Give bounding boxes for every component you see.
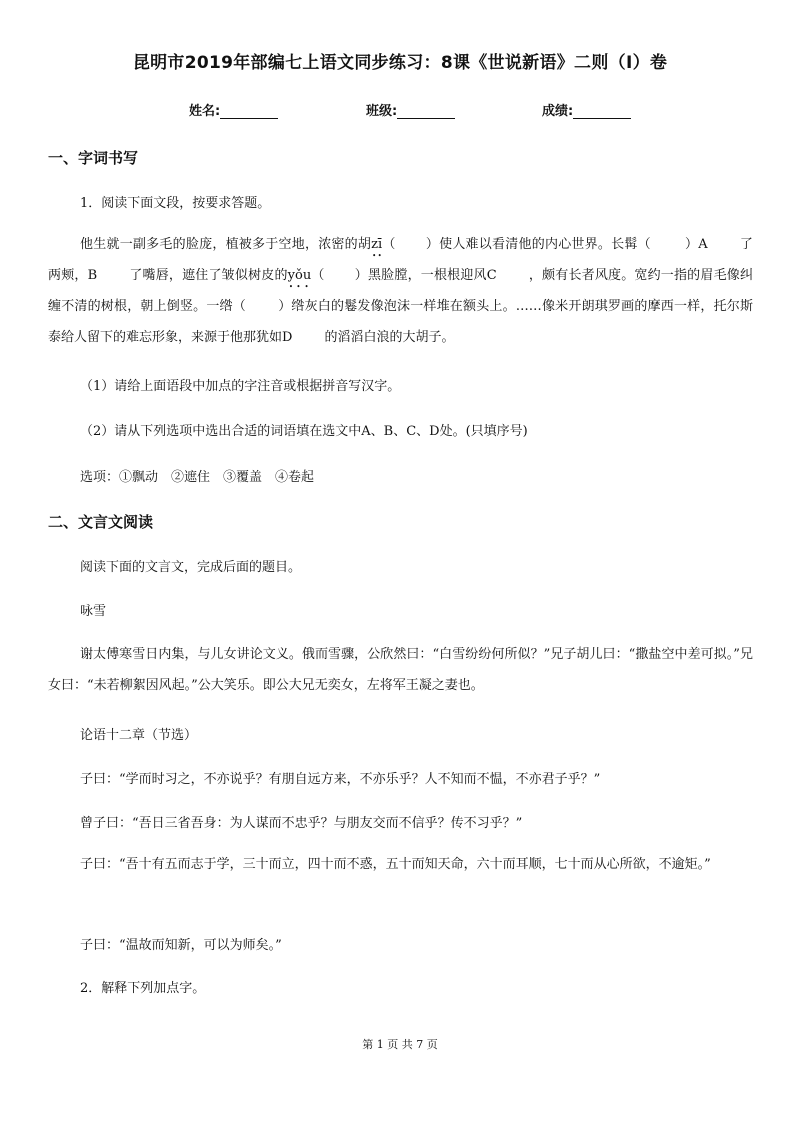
lunyu-line-1: 子曰：“学而时习之，不亦说乎？有朋自远方来，不亦乐乎？人不知而不愠，不亦君子乎？”	[80, 772, 601, 787]
options-list: 选项：①飘动 ②遮住 ③覆盖 ④卷起	[80, 470, 315, 485]
lunyu-line-2: 曾子曰：“吾日三省吾身：为人谋而不忠乎？与朋友交而不信乎？传不习乎？”	[80, 816, 523, 831]
name-field[interactable]	[189, 100, 278, 119]
pinyin-you: yǒu	[287, 268, 312, 283]
score-label: 成绩:	[542, 104, 574, 119]
question-1-prompt: 1．阅读下面文段，按要求答题。	[80, 196, 271, 211]
text-title-lunyu: 论语十二章（节选）	[80, 728, 198, 743]
lunyu-line-3: 子曰：“吾十有五而志于学，三十而立，四十而不惑，五十而知天命，六十而耳顺，七十而从心所欲，不逾矩。”	[80, 857, 711, 872]
pinyin-zi: zī	[371, 237, 383, 252]
section-1-heading: 一、字词书写	[48, 149, 139, 167]
section-2-heading: 二、文言文阅读	[48, 513, 154, 531]
class-label: 班级:	[366, 104, 398, 119]
class-blank[interactable]	[397, 104, 455, 119]
name-blank[interactable]	[220, 104, 278, 119]
lunyu-line-4: 子曰：“温故而知新，可以为师矣。”	[80, 938, 282, 953]
student-info-row	[0, 100, 800, 120]
text-title-yongxue: 咏雪	[80, 604, 107, 619]
score-field[interactable]	[542, 100, 631, 119]
sub-question-2: （2）请从下列选项中选出合适的词语填在选文中A、B、C、D处。(只填序号)	[80, 424, 528, 439]
page-footer: 第 1 页 共 7 页	[362, 1038, 438, 1051]
reading-passage: 他生就一副多毛的脸庞，植被多于空地，浓密的胡zī（ ）使人难以看清他的内心世界。长髯（ ）A 了两颊，B 了嘴唇，遮住了皱似树皮的yǒu（ ）黑脸膛，一根根迎风C ，颇有长者风度。宽约一指的眉毛像纠缠不清的树根，朝上倒竖。一绺（ ）绺灰白的鬈发像泡沫一样堆在额头上。……像米开朗琪罗画的摩西一样，托尔斯泰给人留下的难忘形象，来源于他那犹如D 的滔滔白浪的大胡子。	[48, 237, 753, 345]
class-field[interactable]	[366, 100, 455, 119]
score-blank[interactable]	[573, 104, 631, 119]
page-title: 昆明市2019年部编七上语文同步练习：8课《世说新语》二则（I）卷	[132, 53, 668, 73]
question-2-prompt: 2．解释下列加点字。	[80, 981, 206, 996]
name-label: 姓名:	[189, 104, 221, 119]
sub-question-1: （1）请给上面语段中加点的字注音或根据拼音写汉字。	[80, 379, 401, 394]
section-2-intro: 阅读下面的文言文，完成后面的题目。	[80, 560, 302, 575]
yongxue-passage: 谢太傅寒雪日内集，与儿女讲论文义。俄而雪骤，公欣然曰：“白雪纷纷何所似？”兄子胡儿曰：“撒盐空中差可拟。”兄女曰：“未若柳絮因风起。”公大笑乐。即公大兄无奕女，左将军王凝之妻也。	[48, 647, 753, 693]
